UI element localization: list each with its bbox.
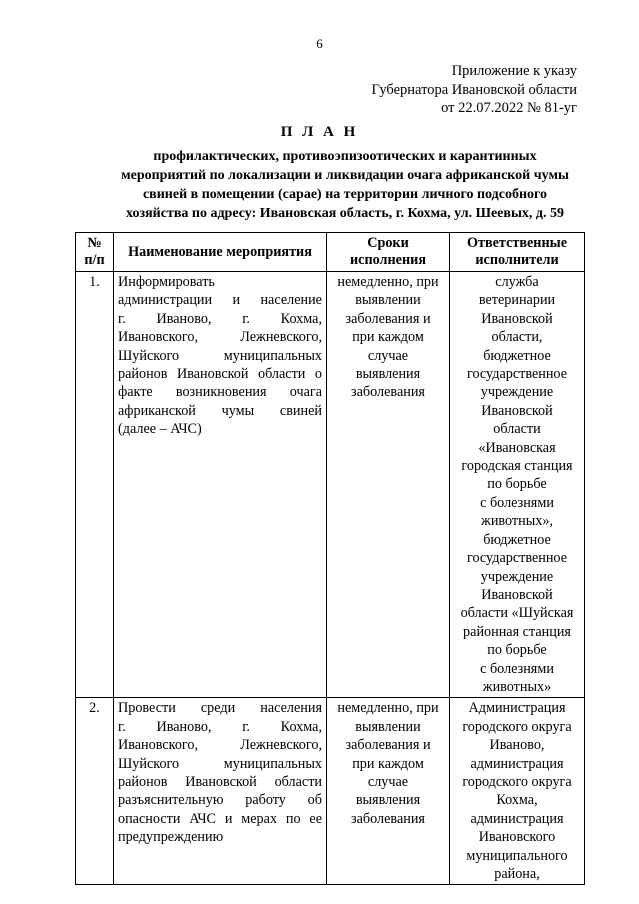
responsible-line: «Ивановская (478, 439, 556, 456)
subtitle-line: свиней в помещении (сарае) на территории личного подсобного (142, 187, 548, 202)
header-num (76, 233, 114, 272)
responsible-executors (450, 272, 585, 698)
responsible-executors (450, 698, 585, 885)
header-num-line2: п/п (84, 252, 105, 268)
responsible-line: городского округа (462, 718, 572, 735)
execution-term-line: немедленно, при (337, 700, 439, 717)
execution-term-line: заболевания (351, 384, 425, 401)
responsible-line: учреждение (480, 384, 554, 401)
appendix-block (372, 62, 577, 118)
execution-term-line: при каждом (352, 329, 424, 346)
table-header-row (76, 233, 585, 272)
responsible-line: учреждение (480, 568, 554, 585)
execution-term-line: выявлении (355, 718, 421, 735)
measure-name-line: г. Иваново, г. Кохма, (118, 718, 322, 735)
measure-name-line: г. Иваново, г. Кохма, (118, 310, 322, 327)
document-title: П Л А Н (280, 124, 359, 140)
measure-name-line: Информировать (118, 274, 215, 290)
measure-name-line: Ивановского, Лежневского, (118, 737, 322, 754)
subtitle-line: мероприятий по локализации и ликвидации очага африканской чумы (121, 168, 569, 183)
responsible-line: с болезнями (480, 660, 554, 677)
execution-term-line: случае (367, 773, 409, 790)
responsible-line: области «Шуйская (460, 605, 574, 622)
measure-name-line: районов Ивановской области о (118, 366, 322, 383)
plan-table (75, 232, 585, 885)
header-term (327, 233, 450, 272)
header-term-line2: исполнения (349, 252, 426, 268)
responsible-line: района, (494, 866, 540, 882)
responsible-line: бюджетное (483, 347, 551, 364)
subtitle-line: хозяйства по адресу: Ивановская область, г. Кохма, ул. Шеевых, д. 59 (126, 206, 564, 221)
responsible-line: области, (491, 329, 543, 346)
responsible-line: по борьбе (487, 476, 547, 493)
responsible-line: Ивановской (481, 310, 553, 327)
responsible-line: служба (495, 274, 539, 290)
responsible-line: бюджетное (483, 531, 551, 548)
responsible-line: Иваново, (489, 737, 545, 754)
responsible-line: Кохма, (496, 792, 538, 809)
responsible-line: государственное (467, 550, 567, 567)
responsible-line: Ивановской (481, 586, 553, 603)
header-responsible (450, 233, 585, 272)
header-term-line1: Сроки (367, 235, 409, 251)
measure-name-line: администрации и население (118, 292, 322, 309)
measure-name-line: разъяснительную работу об (118, 792, 322, 809)
measure-name-line: опасности АЧС и мерах по ее (118, 810, 322, 827)
header-name: Наименование мероприятия (114, 233, 327, 272)
measure-name-line: Ивановского, Лежневского, (118, 329, 322, 346)
responsible-line: области (493, 421, 541, 438)
table-row (76, 698, 585, 885)
responsible-line: ветеринарии (478, 292, 556, 309)
responsible-line: администрация (470, 810, 564, 827)
row-number: 1. (76, 272, 114, 698)
execution-term (327, 698, 450, 885)
execution-term-line: заболевания и (345, 737, 431, 754)
responsible-line: Ивановского (478, 829, 556, 846)
appendix-line-2: Губернатора Ивановской области (371, 81, 577, 98)
execution-term-line: случае (367, 347, 409, 364)
appendix-line-3: от 22.07.2022 № 81-уг (441, 100, 577, 116)
measure-name-line: африканской чумы свиней (118, 402, 322, 419)
responsible-line: животных» (482, 678, 552, 695)
row-number: 2. (76, 698, 114, 885)
subtitle-line: профилактических, противоэпизоотических и карантинных (153, 149, 537, 164)
execution-term-line: при каждом (352, 755, 424, 772)
responsible-line: муниципального (466, 847, 568, 864)
responsible-line: с болезнями (480, 494, 554, 511)
responsible-line: районная станция (463, 623, 571, 640)
header-num-line1: № (87, 235, 102, 251)
execution-term (327, 272, 450, 698)
execution-term-line: заболевания (351, 810, 425, 827)
measure-name (114, 698, 327, 885)
responsible-line: животных», (481, 513, 553, 530)
execution-term-line: заболевания и (345, 310, 431, 327)
responsible-line: городского округа (462, 773, 572, 790)
responsible-line: Ивановской (481, 402, 553, 419)
page-number: 6 (316, 36, 323, 51)
measure-name-line: предупреждению (118, 829, 224, 846)
responsible-line: по борьбе (487, 642, 547, 659)
execution-term-line: выявления (355, 366, 421, 383)
document-subtitle (110, 147, 580, 223)
execution-term-line: немедленно, при (337, 274, 439, 290)
measure-name-line: (далее – АЧС) (118, 421, 202, 438)
measure-name-line: факте возникновения очага (118, 384, 322, 401)
execution-term-line: выявления (355, 792, 421, 809)
responsible-line: государственное (467, 366, 567, 383)
header-resp-line2: исполнители (475, 252, 559, 268)
measure-name-line: Шуйского муниципальных (118, 347, 322, 364)
measure-name-line: Провести среди населения (118, 700, 322, 717)
responsible-line: городская станция (461, 458, 573, 475)
responsible-line: Администрация (468, 700, 566, 717)
execution-term-line: выявлении (355, 292, 421, 309)
measure-name (114, 272, 327, 698)
responsible-line: администрация (470, 755, 564, 772)
measure-name-line: Шуйского муниципальных (118, 755, 322, 772)
table-row (76, 272, 585, 698)
measure-name-line: районов Ивановской области (118, 773, 322, 790)
appendix-line-1: Приложение к указу (451, 63, 577, 79)
header-resp-line1: Ответственные (466, 235, 568, 251)
